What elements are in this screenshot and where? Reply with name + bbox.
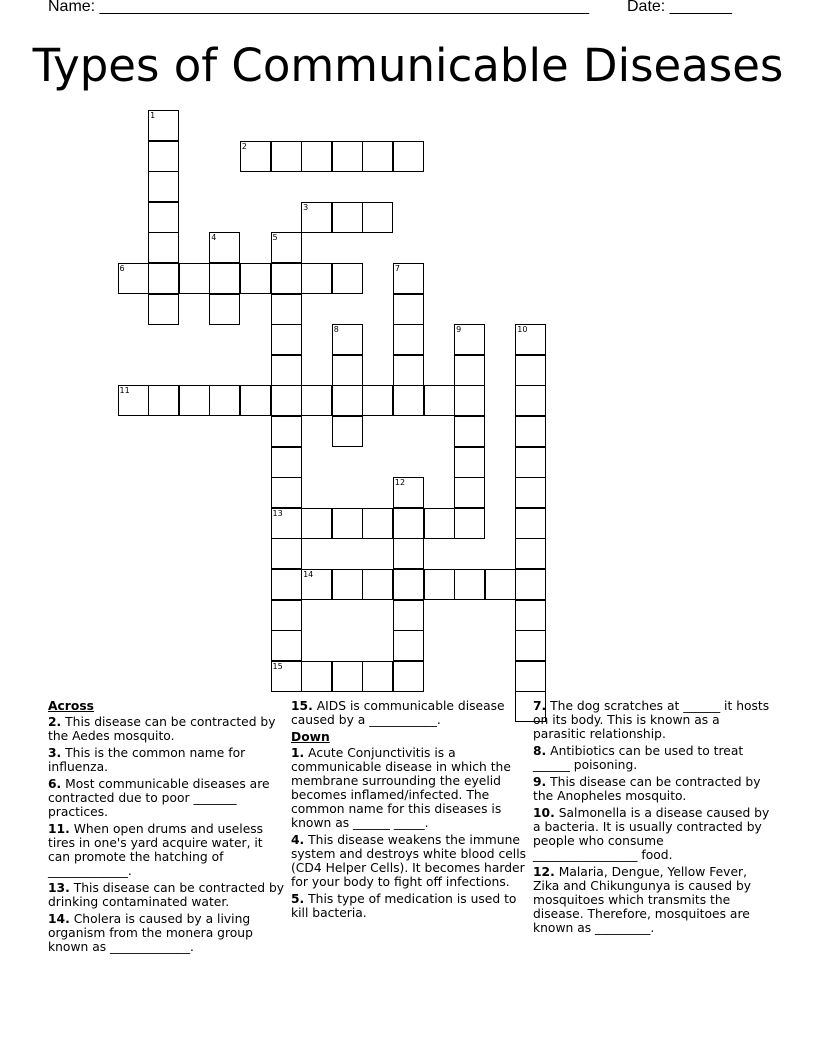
grid-cell[interactable] xyxy=(118,385,149,416)
grid-cell[interactable] xyxy=(118,263,149,294)
grid-cell[interactable] xyxy=(271,600,302,631)
grid-cell[interactable] xyxy=(393,141,424,172)
grid-cell[interactable] xyxy=(454,416,485,447)
grid-cell[interactable] xyxy=(148,110,179,141)
grid-cell[interactable] xyxy=(515,661,546,692)
cell-number: 15 xyxy=(272,661,283,671)
clue-number: 10. xyxy=(533,806,555,820)
clue-text: Antibiotics can be used to treat ______ poisoning. xyxy=(533,744,744,772)
grid-cell[interactable] xyxy=(454,355,485,386)
grid-cell[interactable] xyxy=(515,324,546,355)
clue-text: This disease can be contracted by drinking contaminated water. xyxy=(48,881,285,909)
grid-cell[interactable] xyxy=(515,630,546,661)
grid-cell[interactable] xyxy=(271,569,302,600)
clue-text: Cholera is caused by a living organism from the monera group known as _____________. xyxy=(48,912,253,954)
grid-cell[interactable] xyxy=(301,141,332,172)
clue-down-1 xyxy=(291,746,529,830)
grid-cell[interactable] xyxy=(148,232,179,263)
grid-cell[interactable] xyxy=(271,508,302,539)
grid-cell[interactable] xyxy=(301,569,332,600)
grid-cell[interactable] xyxy=(393,538,424,569)
clue-number: 15. xyxy=(291,699,313,713)
clue-down-7 xyxy=(533,699,771,741)
grid-cell[interactable] xyxy=(148,141,179,172)
grid-cell[interactable] xyxy=(301,508,332,539)
clue-across-3 xyxy=(48,746,286,774)
grid-cell[interactable] xyxy=(240,385,271,416)
clue-number: 11. xyxy=(48,822,70,836)
grid-cell[interactable] xyxy=(271,661,302,692)
grid-cell[interactable] xyxy=(271,294,302,325)
grid-cell[interactable] xyxy=(454,508,485,539)
grid-cell[interactable] xyxy=(271,141,302,172)
clue-number: 14. xyxy=(48,912,70,926)
grid-cell[interactable] xyxy=(515,600,546,631)
grid-cell[interactable] xyxy=(271,263,302,294)
clue-across-11 xyxy=(48,822,286,878)
grid-cell[interactable] xyxy=(332,324,363,355)
cell-number: 4 xyxy=(211,233,217,243)
grid-cell[interactable] xyxy=(209,263,240,294)
clue-down-10 xyxy=(533,806,771,862)
clue-text: AIDS is communicable disease caused by a ___________. xyxy=(291,699,505,727)
cell-number: 14 xyxy=(303,570,314,579)
grid-cell[interactable] xyxy=(454,569,485,600)
grid-cell[interactable] xyxy=(515,477,546,508)
clue-text: Most communicable diseases are contracted due to poor _______ practices. xyxy=(48,777,270,819)
grid-cell[interactable] xyxy=(332,569,363,600)
grid-cell[interactable] xyxy=(393,661,424,692)
grid-cell[interactable] xyxy=(393,630,424,661)
grid-cell[interactable] xyxy=(148,263,179,294)
grid-cell[interactable] xyxy=(362,141,393,172)
grid-cell[interactable] xyxy=(209,385,240,416)
cell-number: 3 xyxy=(303,202,309,212)
grid-cell[interactable] xyxy=(271,447,302,478)
grid-cell[interactable] xyxy=(271,630,302,661)
grid-cell[interactable] xyxy=(332,416,363,447)
clue-text: This disease weakens the immune system and destroys white blood cells (CD4 Helper Cells). It becomes harder for your body to fight off infections. xyxy=(291,833,527,889)
grid-cell[interactable] xyxy=(332,141,363,172)
grid-cell[interactable] xyxy=(301,263,332,294)
cell-number: 5 xyxy=(272,233,278,243)
grid-cell[interactable] xyxy=(332,385,363,416)
grid-cell[interactable] xyxy=(209,294,240,325)
clue-number: 8. xyxy=(533,744,547,758)
cell-number: 11 xyxy=(119,386,130,396)
across-heading: Across xyxy=(48,699,94,713)
grid-cell[interactable] xyxy=(362,385,393,416)
grid-cell[interactable] xyxy=(515,538,546,569)
page-title: Types of Communicable Diseases xyxy=(32,39,784,92)
grid-cell[interactable] xyxy=(148,171,179,202)
clues-column-3 xyxy=(533,699,771,938)
grid-cell[interactable] xyxy=(515,569,546,600)
clue-number: 12. xyxy=(533,865,555,879)
clue-number: 9. xyxy=(533,775,547,789)
grid-cell[interactable] xyxy=(301,202,332,233)
grid-cell[interactable] xyxy=(271,385,302,416)
clue-number: 1. xyxy=(291,746,305,760)
clue-down-8 xyxy=(533,744,771,772)
grid-cell[interactable] xyxy=(209,232,240,263)
clue-across-6 xyxy=(48,777,286,819)
grid-cell[interactable] xyxy=(179,263,210,294)
grid-cell[interactable] xyxy=(362,569,393,600)
clue-number: 5. xyxy=(291,892,305,906)
cell-number: 1 xyxy=(150,111,156,120)
clue-text: This type of medication is used to kill bacteria. xyxy=(291,892,517,920)
clue-text: Salmonella is a disease caused by a bacteria. It is usually contracted by people who consume _________________ food. xyxy=(533,806,770,862)
grid-cell[interactable] xyxy=(301,661,332,692)
grid-cell[interactable] xyxy=(454,324,485,355)
clue-text: This disease can be contracted by the Aedes mosquito. xyxy=(48,715,276,743)
cell-number: 9 xyxy=(456,325,462,335)
clue-number: 6. xyxy=(48,777,62,791)
grid-cell[interactable] xyxy=(393,324,424,355)
clue-down-5 xyxy=(291,892,529,920)
grid-cell[interactable] xyxy=(179,385,210,416)
grid-cell[interactable] xyxy=(393,508,424,539)
grid-cell[interactable] xyxy=(424,508,455,539)
clue-text: This is the common name for influenza. xyxy=(48,746,246,774)
grid-cell[interactable] xyxy=(515,447,546,478)
clue-across-13 xyxy=(48,881,286,909)
clue-across-14 xyxy=(48,912,286,954)
grid-cell[interactable] xyxy=(240,263,271,294)
grid-cell[interactable] xyxy=(271,538,302,569)
grid-cell[interactable] xyxy=(393,385,424,416)
clue-text: Acute Conjunctivitis is a communicable disease in which the membrane surrounding the eyelid becomes inflamed/infected. The common name for this diseases is known as ______ _____. xyxy=(291,746,511,830)
clue-number: 2. xyxy=(48,715,62,729)
grid-cell[interactable] xyxy=(362,202,393,233)
clue-text: Malaria, Dengue, Yellow Fever, Zika and Chikungunya is caused by mosquitoes which transmits the disease. Therefore, mosquitoes are known as _________. xyxy=(533,865,752,935)
grid-cell[interactable] xyxy=(332,355,363,386)
grid-cell[interactable] xyxy=(454,385,485,416)
grid-cell[interactable] xyxy=(515,508,546,539)
grid-cell[interactable] xyxy=(332,263,363,294)
clue-across-2 xyxy=(48,715,286,743)
grid-cell[interactable] xyxy=(515,355,546,386)
grid-cell[interactable] xyxy=(332,202,363,233)
grid-cell[interactable] xyxy=(454,447,485,478)
clue-text: The dog scratches at ______ it hosts on its body. This is known as a parasitic relationship. xyxy=(533,699,770,741)
grid-cell[interactable] xyxy=(393,569,424,600)
clue-text: This disease can be contracted by the Anopheles mosquito. xyxy=(533,775,761,803)
clue-across-15 xyxy=(291,699,529,727)
grid-cell[interactable] xyxy=(271,416,302,447)
grid-cell[interactable] xyxy=(362,508,393,539)
grid-cell[interactable] xyxy=(148,294,179,325)
clues-column-1 xyxy=(48,699,286,957)
clue-number: 13. xyxy=(48,881,70,895)
clue-text: When open drums and useless tires in one's yard acquire water, it can promote the hatching of _____________. xyxy=(48,822,264,878)
cell-number: 10 xyxy=(517,325,528,335)
grid-cell[interactable] xyxy=(332,508,363,539)
grid-cell[interactable] xyxy=(393,600,424,631)
grid-cell[interactable] xyxy=(393,263,424,294)
grid-cell[interactable] xyxy=(271,324,302,355)
clue-number: 3. xyxy=(48,746,62,760)
grid-cell[interactable] xyxy=(301,385,332,416)
grid-cell[interactable] xyxy=(454,477,485,508)
cell-number: 13 xyxy=(272,508,283,518)
grid-cell[interactable] xyxy=(240,141,271,172)
cell-number: 2 xyxy=(241,141,247,151)
grid-cell[interactable] xyxy=(393,477,424,508)
name-line[interactable]: Name: _______________________________________________________ xyxy=(48,0,589,15)
date-line[interactable]: Date: _______ xyxy=(627,0,732,15)
grid-cell[interactable] xyxy=(362,661,393,692)
grid-cell[interactable] xyxy=(393,294,424,325)
grid-cell[interactable] xyxy=(515,416,546,447)
clue-down-4 xyxy=(291,833,529,889)
clues-column-2 xyxy=(291,699,529,923)
clue-down-12 xyxy=(533,865,771,935)
grid-cell[interactable] xyxy=(148,385,179,416)
cell-number: 7 xyxy=(394,264,400,273)
grid-cell[interactable] xyxy=(424,569,455,600)
grid-cell[interactable] xyxy=(271,232,302,263)
grid-cell[interactable] xyxy=(515,385,546,416)
down-heading: Down xyxy=(291,730,330,744)
grid-cell[interactable] xyxy=(485,569,516,600)
grid-cell[interactable] xyxy=(393,355,424,386)
clue-down-9 xyxy=(533,775,771,803)
grid-cell[interactable] xyxy=(148,202,179,233)
grid-cell[interactable] xyxy=(271,477,302,508)
grid-cell[interactable] xyxy=(424,385,455,416)
clue-number: 4. xyxy=(291,833,305,847)
clue-number: 7. xyxy=(533,699,547,713)
cell-number: 12 xyxy=(394,478,406,488)
cell-number: 8 xyxy=(333,325,339,335)
grid-cell[interactable] xyxy=(332,661,363,692)
cell-number: 6 xyxy=(119,264,125,273)
grid-cell[interactable] xyxy=(271,355,302,386)
